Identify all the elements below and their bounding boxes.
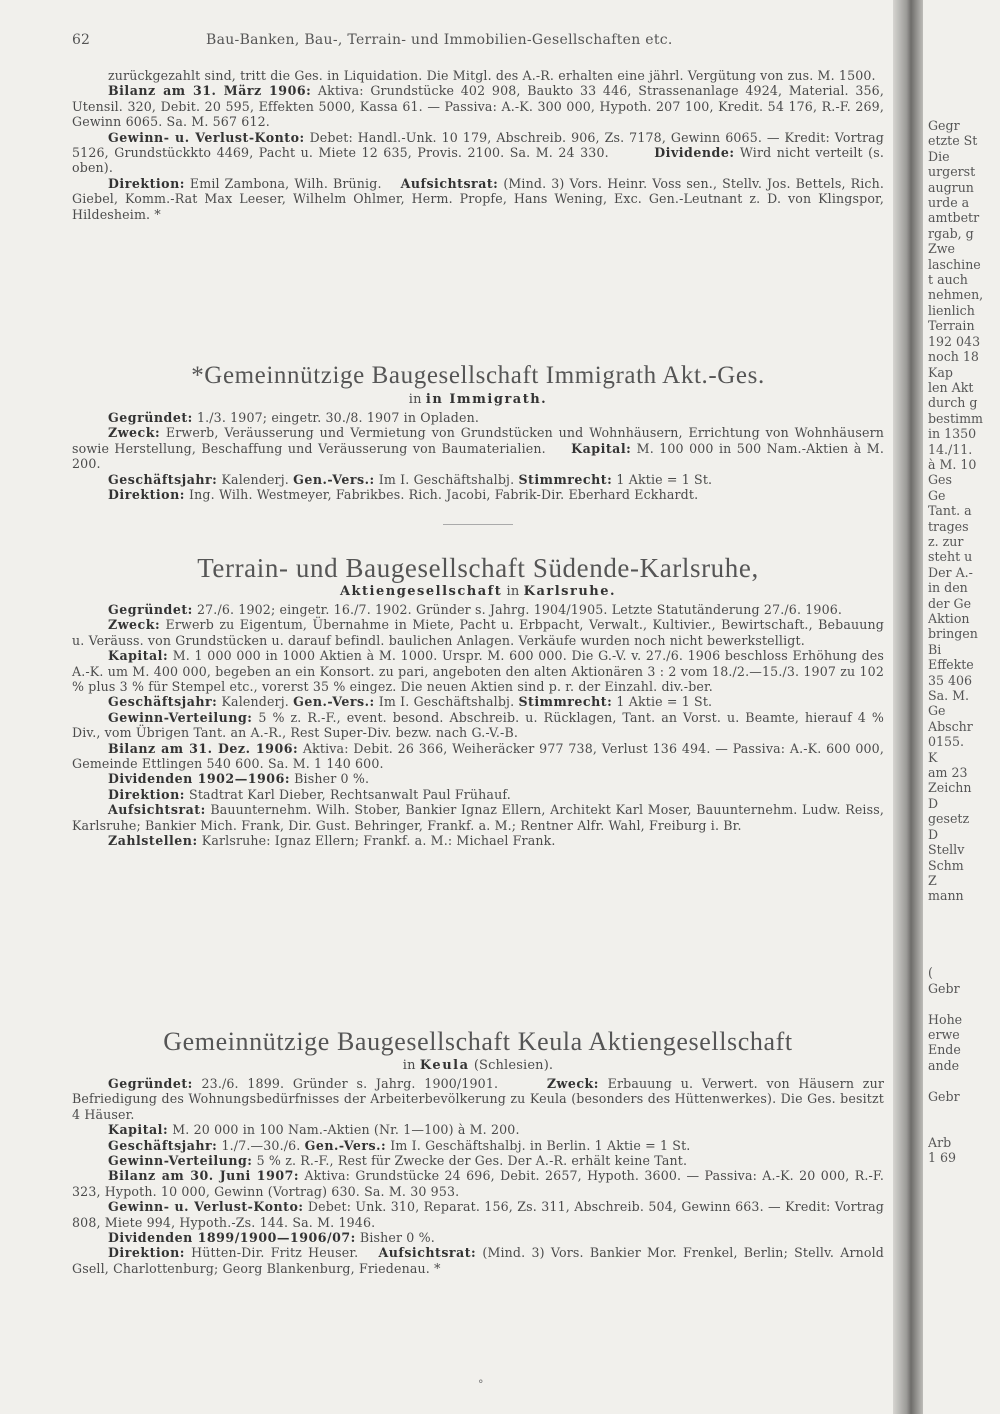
dividende-label: Dividende: <box>654 145 735 161</box>
fragment-line: Gebr <box>928 1088 960 1104</box>
gewinn-verteilung-text: 5 % z. R.-F., event. besond. Abschreib. u. Rücklagen, Tant. an Vorst. u. Beamte, hierauf 4 % Div., vom Übrigen Tant. an A.-R., Rest Super-Div. bezw. nach G.-V.-B. <box>72 709 885 741</box>
bilanz-line <box>72 1168 884 1199</box>
gewinn-verteilung-line <box>72 710 884 741</box>
bilanz-line <box>72 741 884 772</box>
gv-konto-text: Debet: Handl.-Unk. 10 179, Abschreib. 906, Zs. 7178, Gewinn 6065. — Kredit: Vortrag 5126, Grundstückkto 4469, Pacht u. Miete 12 635, Provis. 2100. Sa. M. 24 330. <box>72 129 884 161</box>
zahlstellen-label: Zahlstellen: <box>108 833 198 849</box>
zahlstellen-line <box>72 833 884 848</box>
fragment-line: D <box>928 826 939 842</box>
fragment-line: t auch <box>928 272 968 288</box>
direktion-text: Emil Zambona, Wilh. Brünig. <box>189 175 382 191</box>
gegruendet-line <box>72 410 884 425</box>
section-divider <box>443 524 513 525</box>
fragment-line: Ge <box>928 703 946 719</box>
gewinn-verteilung-text: 5 % z. R.-F., Rest für Zwecke der Ges. Der A.-R. erhält keine Tant. <box>256 1153 688 1169</box>
fragment-line <box>928 950 1000 965</box>
fragment-line: laschine <box>928 256 981 272</box>
fragment-line <box>928 996 1000 1011</box>
dividenden-line <box>72 1230 884 1245</box>
entry-subtitle-place: Keula <box>419 1058 470 1073</box>
stimmrecht-text: 1 Aktie = 1 St. <box>616 471 713 487</box>
gegruendet-label: Gegründet: <box>108 1076 193 1091</box>
fragment-line <box>928 1104 1000 1119</box>
aufsichtsrat-text: (Mind. 3) Vors. Bankier Mor. Frenkel, Berlin; Stellv. Arnold Gsell, Charlottenburg; Georg Blankenburg, Friedenau. * <box>72 1245 884 1276</box>
entry-title: Gemeinnützige Baugesellschaft Keula Aktiengesellschaft <box>163 1027 793 1056</box>
gewinn-verteilung-line <box>72 1153 884 1168</box>
geschaeftsjahr-line <box>72 472 884 487</box>
aufsichtsrat-text: Bauunternehm. Wilh. Stober, Bankier Ignaz Ellern, Architekt Karl Moser, Bauunternehm. Ludw. Reiss, Karlsruhe; Bankier Mich. Frank, Dir. Gust. Behringer, Frankf. a. M.; Rentner Alfr. Wahl, Freiburg i. Br. <box>72 802 884 833</box>
aufsichtsrat-text: (Mind. 3) Vors. Heinr. Voss sen., Stellv. Jos. Bettels, Rich. Giebel, Komm.-Rat Max Leeser, Wilhelm Ohlmer, Herm. Propfe, Hans Wening, Exc. Gen.-Leutnant z. D. von Klingspor, Hildesheim. * <box>72 175 885 222</box>
gegruendet-label: Gegründet: <box>108 602 193 617</box>
fragment-line: Ende <box>928 1042 961 1058</box>
direktion-text: Ing. Wilh. Westmeyer, Fabrikbes. Rich. Jacobi, Fabrik-Dir. Eberhard Eckhardt. <box>189 487 699 503</box>
fragment-line: steht u <box>928 549 973 565</box>
fragment-line: mann <box>928 888 964 904</box>
binding-gutter <box>893 0 923 1414</box>
kapital-label: Kapital: <box>108 1122 169 1138</box>
fragment-line: amtbetr <box>928 210 980 226</box>
fragment-line: Ge <box>928 487 946 503</box>
fragment-line: 1 69 <box>928 1150 957 1166</box>
fragment-line: urde a <box>928 195 970 211</box>
fragment-line: 14./11. <box>928 441 973 457</box>
fragment-line: Die <box>928 148 950 164</box>
gegruendet-text: 27./6. 1902; eingetr. 16./7. 1902. Gründer s. Jahrg. 1904/1905. Letzte Statutänderung 27./6. 1906. <box>196 602 843 617</box>
kapital-line <box>72 1122 884 1137</box>
fragment-line: Stellv <box>928 842 965 858</box>
dividende-text: Wird nicht verteilt (s. oben). <box>72 145 885 176</box>
fragment-line: Aktion <box>928 611 970 626</box>
gen-vers-text: Im I. Geschäftshalbj. in Berlin. 1 Aktie = 1 St. <box>390 1137 691 1153</box>
geschaeftsjahr-line <box>72 1138 884 1153</box>
bilanz-text: Aktiva: Debit. 26 366, Weiheräcker 977 738, Verlust 136 494. — Passiva: A.-K. 600 000, Gemeinde Ettlingen 540 600. Sa. M. 1 140 600. <box>72 740 884 772</box>
entry-immigrath <box>72 360 884 525</box>
fragment-line: nehmen, <box>928 287 984 303</box>
zahlstellen-text: Karlsruhe: Ignaz Ellern; Frankf. a. M.: Michael Frank. <box>201 833 556 849</box>
gv-konto-line <box>72 1199 884 1230</box>
zweck-text: Erwerb zu Eigentum, Übernahme in Miete, Pacht u. Erbpacht, Verwalt., Kultivier., Bewirtschaft., Bebauung u. Veräuss. von Grundstücken u. darauf befindl. baulichen Anlagen. Verkäufe wurden noch nicht bewerkstelligt. <box>72 617 885 648</box>
prev-entry-bilanz <box>72 83 884 129</box>
fragment-line: Zeichn <box>928 780 972 796</box>
dividenden-label: Dividenden 1902—1906: <box>108 771 290 787</box>
fragment-line: D <box>928 795 939 811</box>
entry-title: Terrain- und Baugesellschaft Südende-Karlsruhe, <box>197 553 759 583</box>
fragment-line <box>928 1119 1000 1134</box>
fragment-line: Z <box>928 872 937 888</box>
fragment-line: lienlich <box>928 302 975 318</box>
fragment-line: Schm <box>928 857 964 873</box>
geschaeftsjahr-text: Kalenderj. <box>221 471 289 487</box>
fragment-line: Kap <box>928 364 953 380</box>
stimmrecht-text: 1 Aktie = 1 St. <box>616 694 713 710</box>
direktion-text: Stadtrat Karl Dieber, Rechtsanwalt Paul Frühauf. <box>189 786 511 802</box>
fragment-line: am 23 <box>928 765 968 781</box>
prev-entry-gv-konto <box>72 130 884 176</box>
page-mark: ° <box>478 1378 484 1391</box>
running-title: Bau-Banken, Bau-, Terrain- und Immobilien-Gesellschaften etc. <box>206 32 673 48</box>
geschaeftsjahr-text: 1./7.—30./6. <box>221 1137 301 1153</box>
fragment-line: Gegr <box>928 118 960 133</box>
kapital-label: Kapital: <box>108 648 169 664</box>
entry-subtitle <box>72 1058 884 1074</box>
aufsichtsrat-label: Aufsichtsrat: <box>400 175 499 191</box>
zweck-line <box>72 617 884 648</box>
fragment-line: 35 406 <box>928 672 973 688</box>
gen-vers-label: Gen.-Vers.: <box>304 1137 387 1153</box>
zweck-text: Erbauung u. Verwert. von Häusern zur Befriedigung des Wohnungsbedürfnisses der Arbeiterbevölkerung zu Keula (besonders des Hüttenwerkes). Die Ges. besitzt 4 Häuser. <box>72 1076 885 1122</box>
next-page-fragment <box>928 118 1000 1166</box>
fragment-line: etzte St <box>928 133 978 149</box>
gegruendet-line <box>72 1076 884 1122</box>
fragment-line: augrun <box>928 179 974 195</box>
zweck-label: Zweck: <box>546 1076 599 1091</box>
gv-konto-text: Debet: Unk. 310, Reparat. 156, Zs. 311, Abschreib. 504, Gewinn 663. — Kredit: Vortrag 808, Miete 994, Hypoth.-Zs. 144. Sa. M. 1946. <box>72 1199 885 1230</box>
gewinn-verteilung-label: Gewinn-Verteilung: <box>108 1153 253 1169</box>
fragment-line: Sa. M. <box>928 688 970 704</box>
fragment-line: erwe <box>928 1026 960 1042</box>
dividenden-line <box>72 771 884 786</box>
zweck-line <box>72 425 884 471</box>
gegruendet-text: 23./6. 1899. Gründer s. Jahrg. 1900/1901. <box>201 1076 499 1091</box>
fragment-line: bestimm <box>928 410 983 426</box>
fragment-line: Der A.- <box>928 564 973 580</box>
fragment-line: Abschr <box>928 718 973 734</box>
entry-subtitle-bold: Aktiengesellschaft <box>339 584 503 599</box>
entry-subtitle-in: in <box>506 584 520 599</box>
direktion-line <box>72 1245 884 1276</box>
fragment-line: gesetz <box>928 811 970 827</box>
running-head <box>72 30 884 50</box>
geschaeftsjahr-line <box>72 694 884 709</box>
fragment-line <box>928 1073 1000 1088</box>
bilanz-label: Bilanz am 31. März 1906: <box>108 83 312 99</box>
bilanz-text: Aktiva: Grundstücke 24 696, Debit. 2657, Hypoth. 3600. — Passiva: A.-K. 20 000, R.-F. 323, Hypoth. 10 000, Gewinn (Vortrag) 630. Sa. M. 30 953. <box>72 1168 884 1199</box>
fragment-line: z. zur <box>928 533 964 549</box>
fragment-line: ande <box>928 1057 960 1073</box>
fragment-line: 0155. <box>928 734 965 750</box>
entry-subtitle-region: (Schlesien). <box>473 1058 554 1073</box>
aufsichtsrat-label: Aufsichtsrat: <box>108 802 206 818</box>
fragment-line: bringen <box>928 626 978 642</box>
entry-title: *Gemeinnützige Baugesellschaft Immigrath Akt.-Ges. <box>191 362 765 389</box>
dividenden-text: Bisher 0 %. <box>359 1230 435 1246</box>
fragment-line: K <box>928 749 938 765</box>
bilanz-label: Bilanz am 31. Dez. 1906: <box>108 740 299 756</box>
fragment-line <box>928 935 1000 950</box>
main-column <box>72 30 884 222</box>
gen-vers-label: Gen.-Vers.: <box>293 471 375 487</box>
prev-entry-direktion <box>72 176 884 222</box>
zweck-text: Erwerb, Veräusserung und Vermietung von Grundstücken und Wohnhäusern, Errichtung von Wohnhäusern sowie Herstellung, Beschaffung und Veräusserung von Baumaterialien. <box>72 425 884 456</box>
gewinn-verteilung-label: Gewinn-Verteilung: <box>108 709 253 725</box>
zweck-label: Zweck: <box>108 425 161 441</box>
fragment-line: Ges <box>928 472 952 488</box>
direktion-line <box>72 487 884 502</box>
aufsichtsrat-line <box>72 802 884 833</box>
geschaeftsjahr-label: Geschäftsjahr: <box>108 471 218 487</box>
dividenden-label: Dividenden 1899/1900—1906/07: <box>108 1230 356 1246</box>
stimmrecht-label: Stimmrecht: <box>518 694 613 710</box>
bilanz-text: Aktiva: Grundstücke 402 908, Baukto 33 446, Strassenanlage 4924, Material. 356, Utensil. 320, Debit. 20 595, Effekten 5000, Kassa 61. — Passiva: A.-K. 300 000, Hypoth. 207 100, Kredit. 54 176, R.-F. 269, Gewinn 6065. Sa. M. 567 612. <box>72 83 885 130</box>
fragment-line: Zwe <box>928 241 955 257</box>
prev-entry-intro: zurückgezahlt sind, tritt die Ges. in Liquidation. Die Mitgl. des A.-R. erhalten eine jährl. Vergütung von zus. M. 1500. <box>108 68 876 83</box>
fragment-line: Terrain <box>928 318 975 334</box>
stimmrecht-label: Stimmrecht: <box>518 471 613 487</box>
kapital-text: M. 20 000 in 100 Nam.-Aktien (Nr. 1—100) à M. 200. <box>172 1122 520 1138</box>
fragment-line: urgerst <box>928 164 976 180</box>
gen-vers-label: Gen.-Vers.: <box>293 694 375 710</box>
entry-keula <box>72 1026 884 1276</box>
fragment-line: à M. 10 <box>928 456 977 472</box>
fragment-line: durch g <box>928 395 978 411</box>
fragment-line: in 1350 <box>928 426 977 442</box>
gegruendet-text: 1./3. 1907; eingetr. 30./8. 1907 in Opladen. <box>196 410 479 425</box>
kapital-text: M. 100 000 in 500 Nam.-Aktien à M. 200. <box>72 440 885 472</box>
geschaeftsjahr-label: Geschäftsjahr: <box>108 694 218 710</box>
dividenden-text: Bisher 0 %. <box>294 771 370 787</box>
fragment-line: Gebr <box>928 980 960 996</box>
kapital-label: Kapital: <box>571 440 632 456</box>
fragment-line: Bi <box>928 641 942 657</box>
gv-konto-label: Gewinn- u. Verlust-Konto: <box>108 1199 304 1215</box>
zweck-label: Zweck: <box>108 617 161 633</box>
entry-location-place: in Immigrath. <box>425 392 548 407</box>
geschaeftsjahr-label: Geschäftsjahr: <box>108 1137 218 1153</box>
fragment-line: ( <box>928 965 933 981</box>
entry-subtitle-in: in <box>402 1058 416 1073</box>
fragment-line: Arb <box>928 1134 952 1150</box>
entry-subtitle-place: Karlsruhe. <box>523 584 617 599</box>
kapital-text: M. 1 000 000 in 1000 Aktien à M. 1000. Urspr. M. 600 000. Die G.-V. v. 27./6. 1906 beschloss Erhöhung des A.-K. um M. 400 000, begeben an ein Konsort. zu pari, angeboten den alten Aktionären 3 : 2 vom 18./2.—15./3. 1907 zu 102 % plus 3 % für Stempel etc., vorerst 35 % eingez. Die neuen Aktien sind p. r. der Einzahl. div.-ber. <box>72 648 885 695</box>
fragment-line: der Ge <box>928 595 972 611</box>
fragment-line: 192 043 <box>928 333 981 349</box>
fragment-line: noch 18 <box>928 349 979 365</box>
fragment-line: Hohe <box>928 1011 963 1027</box>
fragment-line: Tant. a <box>928 503 972 519</box>
page-number: 62 <box>72 32 91 48</box>
entry-suedende <box>72 552 884 849</box>
gen-vers-text: Im I. Geschäftshalbj. <box>378 471 515 487</box>
bilanz-label: Bilanz am 30. Juni 1907: <box>108 1168 300 1184</box>
direktion-label: Direktion: <box>108 786 185 802</box>
gegruendet-line <box>72 602 884 617</box>
fragment-line <box>928 904 1000 919</box>
direktion-label: Direktion: <box>108 1245 185 1261</box>
fragment-line: rgab, g <box>928 225 974 241</box>
fragment-line: len Akt <box>928 379 974 395</box>
aufsichtsrat-label: Aufsichtsrat: <box>378 1245 477 1261</box>
fragment-line: Effekte <box>928 657 974 673</box>
gegruendet-label: Gegründet: <box>108 410 193 425</box>
fragment-line: trages <box>928 518 969 534</box>
direktion-label: Direktion: <box>108 175 185 191</box>
gv-konto-label: Gewinn- u. Verlust-Konto: <box>108 129 305 145</box>
fragment-line <box>928 919 1000 934</box>
direktion-line <box>72 787 884 802</box>
entry-location: in in Immigrath. <box>408 392 548 407</box>
entry-subtitle <box>72 584 884 600</box>
gen-vers-text: Im I. Geschäftshalbj. <box>378 694 515 710</box>
kapital-line <box>72 648 884 694</box>
direktion-label: Direktion: <box>108 487 185 503</box>
direktion-text: Hütten-Dir. Fritz Heuser. <box>191 1245 359 1261</box>
geschaeftsjahr-text: Kalenderj. <box>221 694 289 710</box>
fragment-line: in den <box>928 580 968 596</box>
